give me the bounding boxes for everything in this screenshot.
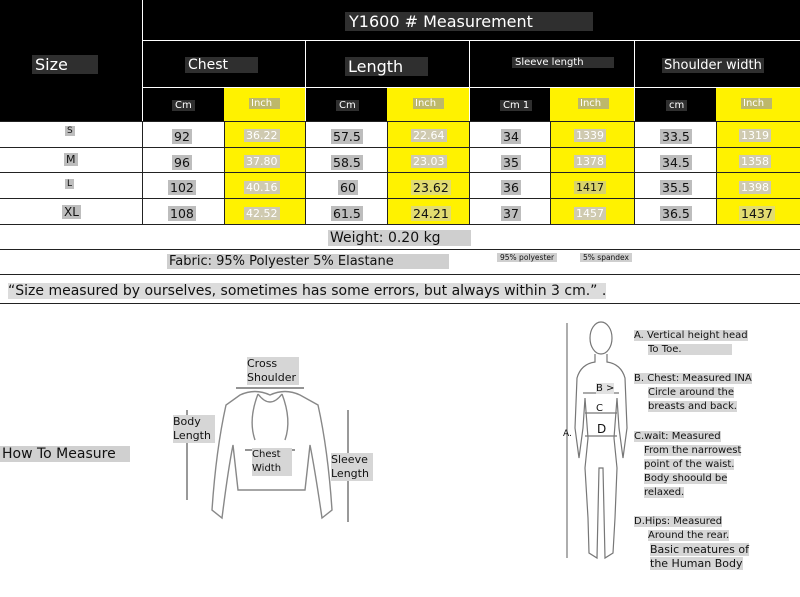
cell-value: 1398: [741, 181, 769, 194]
weight-text: Weight: 0.20 kg: [328, 230, 471, 246]
mark-b: B >: [596, 383, 615, 394]
unit-label: Cm: [172, 100, 195, 111]
cell-value: 37: [503, 206, 519, 221]
sleeve-length-label: Sleeve Length: [331, 453, 373, 481]
cell-value: 36.5: [662, 206, 690, 221]
col-divider: [469, 121, 470, 224]
unit-label: Cm 1: [500, 100, 532, 111]
cell-value: 37.80: [246, 155, 278, 168]
cell-value: 108: [170, 206, 194, 221]
size-label: L: [67, 179, 73, 189]
cell-value: 1339: [576, 129, 604, 142]
mark-d: D: [597, 422, 607, 436]
size-label: M: [66, 153, 76, 166]
cell-value: 1358: [741, 155, 769, 168]
fabric-text: Fabric: 95% Polyester 5% Elastane: [167, 254, 449, 269]
cell-value: 60: [340, 180, 356, 195]
unit-label: Inch: [578, 98, 609, 109]
cell-value: 1319: [741, 129, 769, 142]
note-a: A. Vertical height head To Toe.: [634, 330, 748, 355]
cell-value: 1378: [576, 155, 604, 168]
unit-label: cm: [666, 100, 687, 111]
cell-value: 96: [174, 155, 190, 170]
cell-value: 57.5: [333, 129, 361, 144]
fabric-note: 95% polyester: [497, 253, 557, 262]
cell-value: 40.16: [246, 181, 278, 194]
mark-c: C: [596, 403, 603, 414]
cell-value: 36: [503, 180, 519, 195]
cell-value: 34: [503, 129, 519, 144]
group-sleeve-length: Sleeve length: [512, 57, 614, 68]
header-divider: [142, 0, 143, 121]
row-divider: [0, 224, 800, 225]
mark-a: A.: [563, 429, 572, 439]
note-d: D.Hips: Measured Around the rear. Basic meatures of the Human Body: [634, 516, 750, 570]
cell-value: 23.03: [413, 155, 445, 168]
cell-value: 35.5: [662, 180, 690, 195]
cell-value: 24.21: [413, 206, 449, 221]
row-divider: [0, 172, 800, 173]
note-b: B. Chest: Measured INA Circle around the breasts and back.: [634, 373, 752, 412]
cell-value: 92: [174, 129, 190, 144]
cell-value: 33.5: [662, 129, 690, 144]
header-divider: [305, 40, 306, 121]
size-label: S: [67, 126, 73, 136]
row-divider: [0, 249, 800, 250]
group-length: Length: [345, 57, 428, 76]
disclaimer-text: “Size measured by ourselves, sometimes has some errors, but always within 3 cm.” .: [8, 283, 607, 299]
header-divider: [634, 40, 635, 121]
cell-value: 1437: [741, 206, 773, 221]
cell-value: 1417: [576, 181, 604, 194]
col-divider: [224, 121, 225, 224]
chest-width-label: Chest Width: [252, 448, 292, 476]
row-divider: [0, 274, 800, 275]
header-divider: [469, 40, 470, 121]
unit-label: Inch: [249, 98, 280, 109]
how-to-measure-label: How To Measure: [0, 446, 130, 462]
unit-label: Cm: [336, 100, 359, 111]
note-c: C.wait: Measured From the narrowest point of the waist. Body shoould be relaxed.: [634, 431, 742, 498]
cell-value: 35: [503, 155, 519, 170]
col-divider: [387, 121, 388, 224]
page-title: [345, 12, 593, 31]
row-divider: [0, 121, 800, 122]
unit-label: Inch: [413, 98, 444, 109]
title-text: Y1600 # Measurement: [345, 12, 593, 31]
cell-value: 102: [170, 180, 194, 195]
col-divider: [550, 121, 551, 224]
cell-value: 61.5: [333, 206, 361, 221]
col-divider: [142, 121, 143, 224]
col-divider: [716, 121, 717, 224]
unit-label: Inch: [741, 98, 772, 109]
row-divider: [0, 147, 800, 148]
cell-value: 42.52: [246, 207, 278, 220]
body-figure: [555, 318, 645, 578]
cross-shoulder-label: Cross Shoulder: [247, 357, 299, 385]
body-length-label: Body Length: [173, 415, 215, 443]
cell-value: 1457: [576, 207, 604, 220]
size-header: Size: [32, 55, 98, 74]
col-divider: [305, 121, 306, 224]
cell-value: 23.62: [413, 180, 449, 195]
fabric-note: 5% spandex: [580, 253, 632, 262]
cell-value: 58.5: [333, 155, 361, 170]
group-shoulder-width: Shoulder width: [664, 58, 762, 73]
row-divider: [0, 303, 800, 304]
header-divider: [142, 40, 800, 41]
row-divider: [0, 198, 800, 199]
size-label: XL: [64, 205, 79, 219]
cell-value: 22.64: [413, 129, 445, 142]
cell-value: 36.22: [246, 129, 278, 142]
cell-value: 34.5: [662, 155, 690, 170]
group-chest: Chest: [185, 57, 258, 73]
col-divider: [634, 121, 635, 224]
